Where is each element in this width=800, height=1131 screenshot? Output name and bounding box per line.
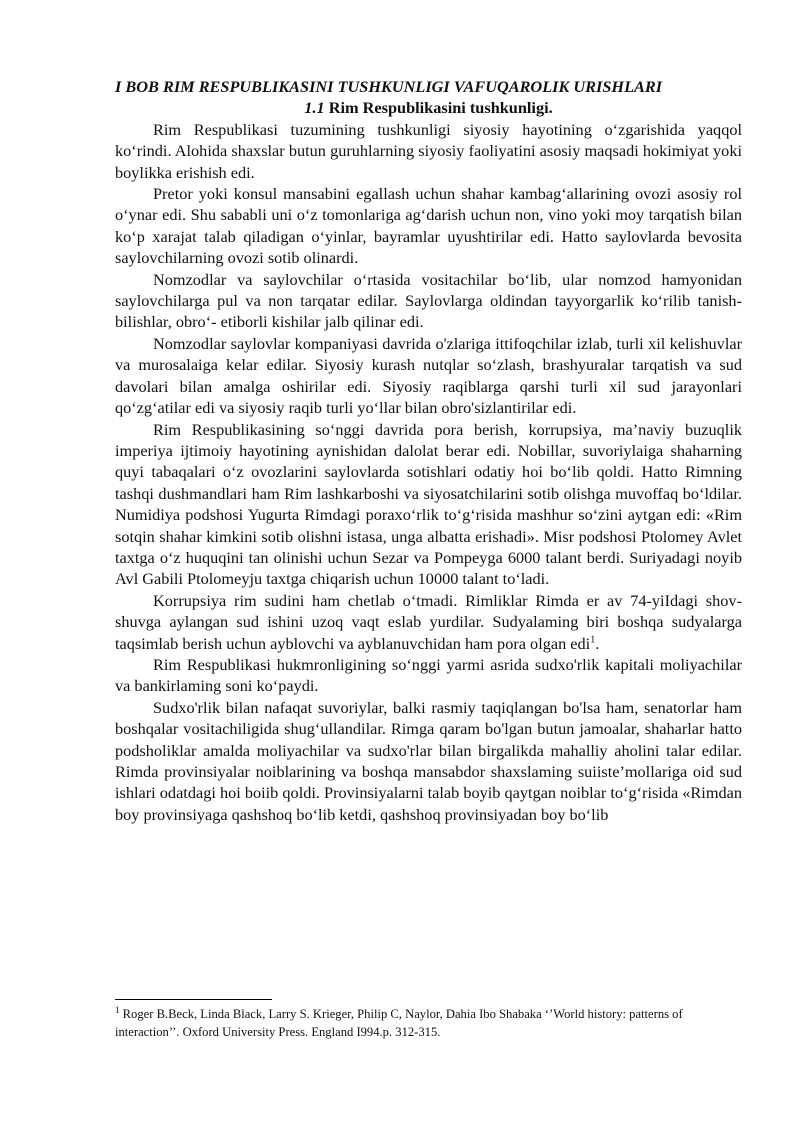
- paragraph-7: Rim Respublikasi hukmronligining so‘nggi yarmi asrida sudxo'rlik kapitali moliyachilar va bankirlaming soni ko‘paydi.: [115, 654, 742, 696]
- section-heading: [115, 97, 742, 118]
- paragraph-6-tail: .: [595, 633, 600, 653]
- paragraph-5: Rim Respublikasining so‘nggi davrida pora berish, korrupsiya, ma’naviy buzuqlik imperiya ijtimoiy hayotining aynishidan dalolat berar edi. Nobillar, suvoriylaiga shaharning quyi tabaqalari o‘z ovozlarini saylovlarda sotishlari odatiy hoi bo‘lib qoldi. Hatto Rimning tashqi dushmandlari ham Rim lashkarboshi va siyosatchilarini sotib olishga muvoffaq bo‘ldilar. Numidiya podshosi Yugurta Rimdagi poraxo‘rlik to‘g‘risida mashhur so‘zini aytgan edi: «Rim sotqin shahar kimkini sotib olishni istasa, unga albatta erishadi». Misr podshosi Ptolomey Avlet taxtga o‘z huquqini tan olinishi uchun Sezar va Pompeyga 6000 talant berdi. Suriyadagi noyib Avl Gabili Ptolomeyju taxtga chiqarish uchun 10000 talant to‘ladi.: [115, 419, 742, 589]
- footnote-text: Roger B.Beck, Linda Black, Larry S. Krieger, Philip C, Naylor, Dahia Ibo Shabaka ‘’World history: patterns of interaction’’. Oxford University Press. England I994.p. 312-315.: [115, 1007, 683, 1039]
- paragraph-2: Pretor yoki konsul mansabini egallash uchun shahar kambag‘allarining ovozi asosiy rol o‘ynar edi. Shu sababli uni o‘z tomonlariga ag‘darish uchun non, vino yoki moy tarqatish bilan ko‘p xarajat talab qiladigan o‘yinlar, bayramlar uyushtirilar edi. Hatto saylovlarda bevosita saylovchilarning ovozi sotib olinardi.: [115, 184, 742, 268]
- footnote: [115, 1005, 742, 1041]
- paragraph-4: Nomzodlar saylovlar kompaniyasi davrida o'zlariga ittifoqchilar izlab, turli xil kelishuvlar va murosalaiga kelar edilar. Siyosiy kurash nutqlar so‘zlash, brashyuralar tarqatish va sud davolari bilan amalga oshirilar edi. Siyosiy raqiblarga qarshi turli xil sud jarayonlari qo‘zg‘atilar edi va siyosiy raqib turli yo‘llar bilan obro'sizlantirilar edi.: [115, 333, 742, 418]
- footnote-reference[interactable]: 1: [590, 634, 596, 646]
- footnote-separator: [115, 999, 272, 1000]
- paragraph-1: Rim Respublikasi tuzumining tushkunligi siyosiy hayotining o‘zgarishida yaqqol ko‘rindi. Alohida shaxslar butun guruhlarning siyosiy faoliyatini asosiy maqsadi hokimiyat yoki boylikka erishish edi.: [115, 119, 742, 182]
- document-body: [115, 76, 742, 825]
- paragraph-6-text: Korrupsiya rim sudini ham chetlab o‘tmadi. Rimliklar Rimda er av 74-yiIdagi shov-shuvga aylangan sud ishini uzoq vaqt eslab yurdilar. Sudyalaming biri boshqa sudyalarga taqsimlab berish uchun ayblovchi va ayblanuvchidan ham pora olgan edi: [115, 590, 742, 653]
- paragraph-6: [115, 590, 742, 654]
- paragraph-8: Sudxo'rlik bilan nafaqat suvoriylar, balki rasmiy taqiqlangan bo'lsa ham, senatorlar ham boshqalar vositachiligida shug‘ullandilar. Rimga qaram bo'lgan butun jamoalar, shaharlar hatto podsholiklar amalda moliyachilar va sudxo'rlar bilan birgalikda mahalliy aholini talar edilar. Rimda provinsiyalar noiblarining va boshqa mansabdor shaxslaming suiiste’mollariga oid sud ishlari odatdagi hoi boiib qoldi. Provinsiyalarni talab boyib qaytgan noiblar to‘g‘risida «Rimdan boy provinsiyaga qashshoq bo‘lib ketdi, qashshoq provinsiyadan boy bo‘lib: [115, 697, 742, 824]
- chapter-title: I BOB RIM RESPUBLIKASINI TUSHKUNLIGI VAFUQAROLIK URISHLARI: [115, 77, 663, 96]
- section-number: 1.1: [304, 98, 325, 118]
- section-title: Rim Respublikasini tushkunligi.: [324, 98, 553, 118]
- paragraph-3: Nomzodlar va saylovchilar o‘rtasida vositachilar bo‘lib, ular nomzod hamyonidan saylovchilarga pul va non tarqatar edilar. Saylovlarga oldindan tayyorgarlik ko‘rilib tanish-bilishlar, obro‘- etiborli kishilar jalb qilinar edi.: [115, 269, 742, 332]
- footnote-marker: 1: [115, 1004, 120, 1015]
